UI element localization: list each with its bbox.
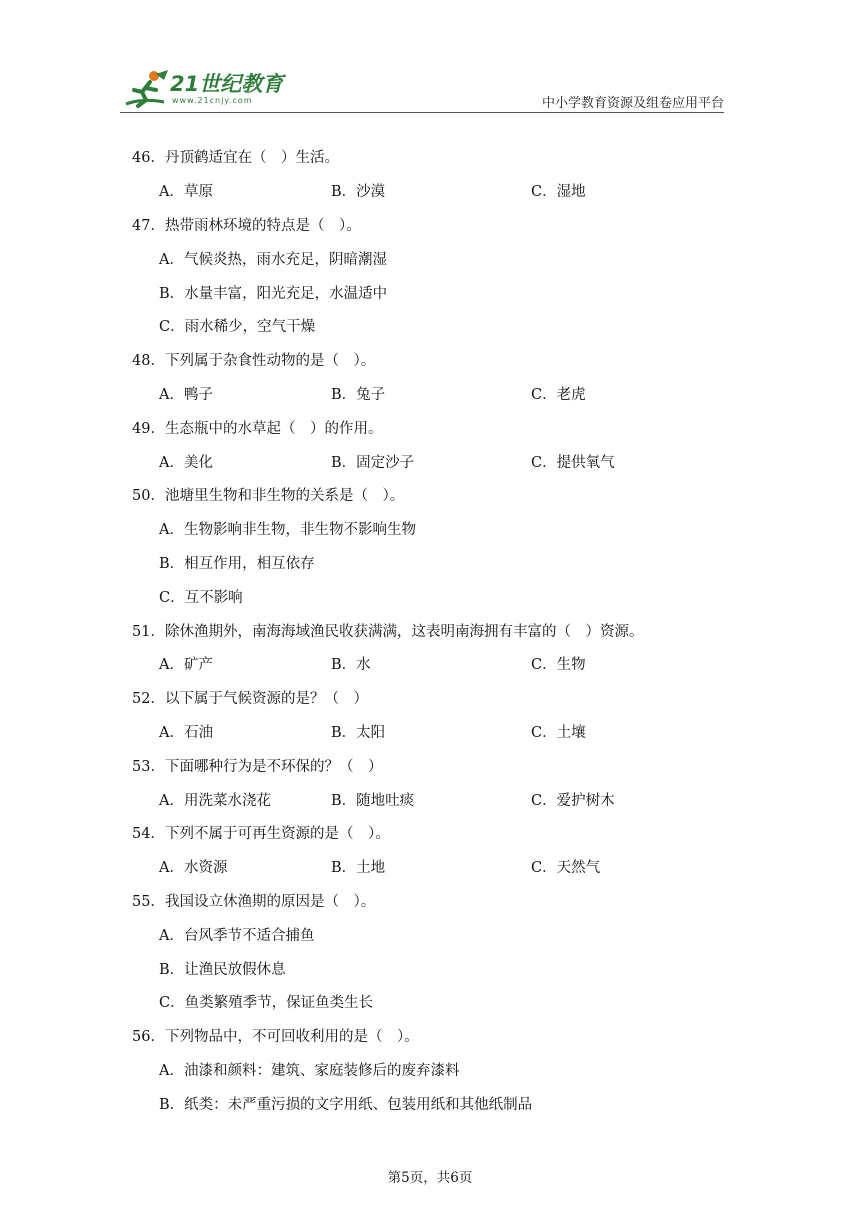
- question-stem: 51．除休渔期外，南海海域渔民收获满满，这表明南海拥有丰富的（ ）资源。: [132, 623, 644, 640]
- option-c: C．老虎: [531, 386, 586, 403]
- logo-url: www.21cnjy.com: [172, 96, 253, 105]
- option-c: C．天然气: [531, 860, 601, 877]
- question-stem: 55．我国设立休渔期的原因是（ ）。: [132, 893, 376, 910]
- option-a: A．水资源: [159, 860, 228, 877]
- option-b: B．水: [331, 657, 371, 674]
- question-list: [132, 140, 732, 1120]
- options-row: [132, 377, 732, 411]
- option-c: C．提供氧气: [531, 454, 615, 471]
- option-a: A．美化: [159, 454, 213, 471]
- options-row: [132, 647, 732, 681]
- option-c: C．生物: [531, 657, 586, 674]
- question-stem: 49．生态瓶中的水草起（ ）的作用。: [132, 420, 383, 437]
- option-b: B．兔子: [331, 386, 386, 403]
- page-number: 第5页，共6页: [387, 1170, 473, 1186]
- options-row: [132, 444, 732, 478]
- option-c: C．鱼类繁殖季节，保证鱼类生长: [159, 995, 374, 1012]
- option-a: A．台风季节不适合捕鱼: [159, 927, 315, 944]
- option-c: C．雨水稀少，空气干燥: [159, 319, 316, 336]
- page-header: [120, 62, 724, 118]
- platform-title: 中小学教育资源及组卷应用平台: [541, 96, 724, 111]
- option-c: C．爱护树木: [531, 792, 615, 809]
- question-stem: 46．丹顶鹤适宜在（ ）生活。: [132, 150, 339, 167]
- option-a: A．鸭子: [159, 386, 213, 403]
- option-b: B．固定沙子: [331, 454, 415, 471]
- runner-icon: [120, 68, 172, 112]
- options-row: [132, 715, 732, 749]
- option-c: C．湿地: [531, 184, 586, 201]
- option-b: B．相互作用，相互依存: [159, 555, 315, 572]
- option-c: C．互不影响: [159, 589, 243, 606]
- option-b: B．太阳: [331, 724, 386, 741]
- question-stem: 47．热带雨林环境的特点是（ ）。: [132, 217, 361, 234]
- option-a: A．石油: [159, 724, 213, 741]
- option-a: A．生物影响非生物，非生物不影响生物: [159, 522, 416, 539]
- option-b: B．水量丰富，阳光充足，水温适中: [159, 285, 388, 302]
- options-row: [132, 782, 732, 816]
- options-row: [132, 850, 732, 884]
- option-a: A．用洗菜水浇花: [159, 792, 271, 809]
- question-stem: 50．池塘里生物和非生物的关系是（ ）。: [132, 488, 405, 505]
- question-stem: 53．下面哪种行为是不环保的？（ ）: [132, 758, 383, 775]
- option-a: A．草原: [159, 184, 213, 201]
- question-stem: 48．下列属于杂食性动物的是（ ）。: [132, 353, 376, 370]
- option-a: A．矿产: [159, 657, 213, 674]
- option-b: B．沙漠: [331, 184, 386, 201]
- option-b: B．随地吐痰: [331, 792, 415, 809]
- options-row: [132, 174, 732, 208]
- header-divider: [120, 112, 724, 113]
- option-a: A．油漆和颜料：建筑、家庭装修后的废弃漆料: [159, 1062, 460, 1079]
- question-stem: 52．以下属于气候资源的是？（ ）: [132, 691, 368, 708]
- option-b: B．纸类：未严重污损的文字用纸、包装用纸和其他纸制品: [159, 1096, 533, 1113]
- question-stem: 54．下列不属于可再生资源的是（ ）。: [132, 826, 390, 843]
- logo-text: 21世纪教育: [170, 72, 284, 96]
- option-c: C．土壤: [531, 724, 586, 741]
- option-b: B．土地: [331, 860, 386, 877]
- option-a: A．气候炎热，雨水充足，阴暗潮湿: [159, 251, 387, 268]
- question-stem: 56．下列物品中，不可回收利用的是（ ）。: [132, 1029, 419, 1046]
- logo: [120, 68, 340, 112]
- option-b: B．让渔民放假休息: [159, 961, 286, 978]
